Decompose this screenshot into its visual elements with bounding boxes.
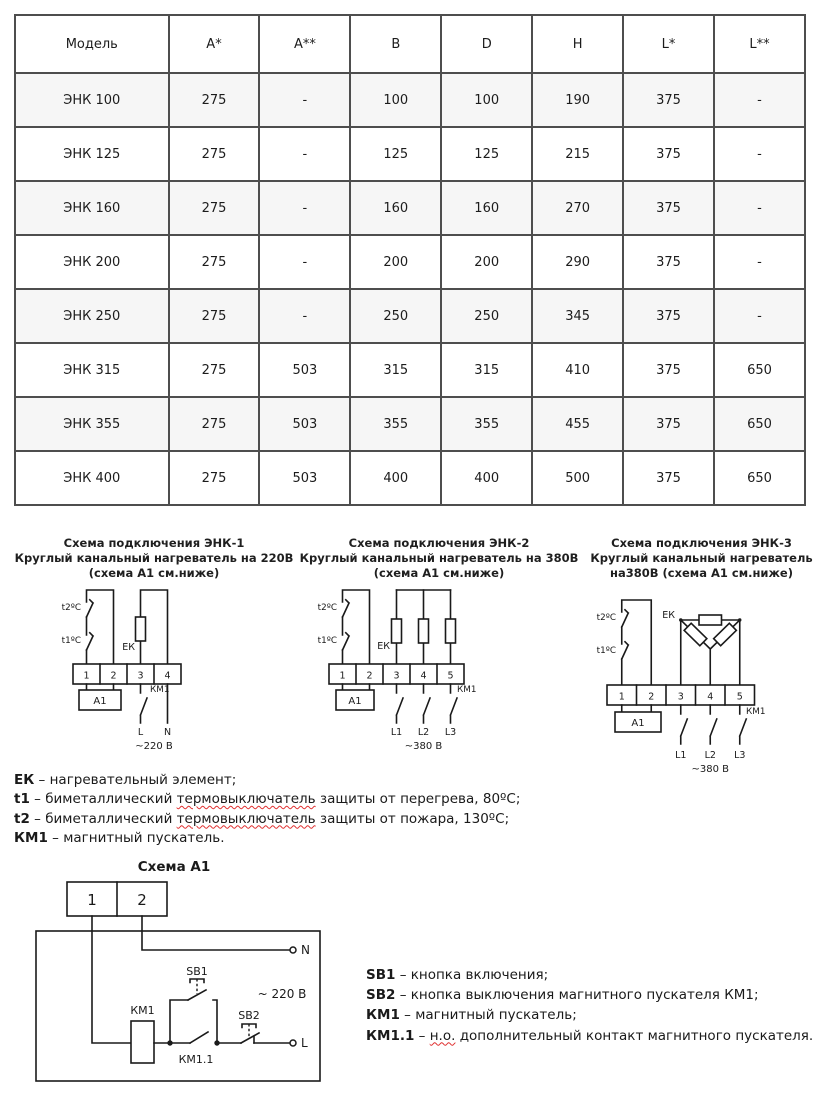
terminal-2: 2 [648,691,655,703]
dimensions-table [14,14,806,506]
a1-stubs [343,684,370,690]
l-label: L [301,1035,308,1050]
legend-text: – кнопка включения; [395,966,549,983]
km1-contacts [681,705,747,744]
km1-contacts [397,684,458,723]
cell-model: ЭНК 125 [15,127,169,181]
cell-a1: 275 [169,451,260,505]
voltage-label: ~220 В [135,740,173,752]
table-row [15,235,805,289]
t2-label: t2ºС [61,602,81,613]
t2-label: t2ºС [596,612,616,623]
legend-term: КМ1.1 [366,1027,415,1044]
legend-text-misspelled: термовыключатель [176,791,316,808]
km11-label: КМ1.1 [178,1052,214,1066]
cell-d: 315 [441,343,532,397]
header-model: Модель [15,15,169,73]
cell-a2: - [259,73,350,127]
schema-a1-title: Схема А1 [137,858,211,875]
voltage-label: ~ 220 В [257,986,307,1001]
junction-node [167,1040,172,1045]
diagram-enk3 [584,536,819,787]
diagram-enk1 [14,536,294,787]
cell-d: 250 [441,289,532,343]
terminal-2: 2 [110,670,117,682]
ek-label: ЕК [122,641,135,653]
schema-a1-drawing-block [14,853,366,1085]
a1-stubs [87,684,114,690]
legend-term: SB1 [366,966,396,983]
terminal-4: 4 [420,670,427,682]
cell-l2: 650 [714,343,805,397]
legend-item [366,965,813,985]
legend-term: КМ1 [366,1007,400,1024]
cell-b: 100 [350,73,441,127]
n-label: N [301,942,310,957]
a1-label: А1 [348,695,362,707]
table-row [15,289,805,343]
heater-resistor [699,615,722,625]
thermal-switch-blades [87,599,94,649]
phase-l2-label: L2 [704,749,716,761]
cell-l2: 650 [714,451,805,505]
diagram-enk3-title [584,536,819,582]
km1-label: КМ1 [746,706,766,717]
voltage-label: ~380 В [404,740,443,752]
cell-a2: - [259,181,350,235]
title-line: Круглый канальный нагреватель на 380В [299,551,579,566]
cell-d: 125 [441,127,532,181]
cell-a1: 275 [169,235,260,289]
terminal-2: 2 [137,890,147,909]
cell-l1: 375 [623,73,714,127]
cell-l2: 650 [714,397,805,451]
cell-l2: - [714,289,805,343]
enk1-circuit-drawing [14,582,294,787]
title-line: Схема подключения ЭНК-1 [63,536,245,550]
legend-item [14,790,806,810]
terminal-4: 4 [707,691,714,703]
title-line: (схема А1 см.ниже) [373,566,505,581]
terminal-1: 1 [618,691,625,703]
voltage-label: ~380 В [691,763,730,775]
cell-h: 345 [532,289,623,343]
km1-label: КМ1 [457,684,477,695]
cell-model: ЭНК 250 [15,289,169,343]
terminal-1: 1 [87,890,97,909]
cell-model: ЭНК 160 [15,181,169,235]
legend-item [14,829,806,849]
cell-a2: - [259,127,350,181]
delta-node [738,618,741,621]
legend-text: защиты от пожара, 130ºС; [315,810,510,827]
wiring-diagrams-row [14,536,813,787]
cell-d: 200 [441,235,532,289]
terminal-l [290,1040,296,1046]
legend-text-misspelled: термовыключатель [176,810,316,827]
cell-h: 410 [532,343,623,397]
heater-resistor [392,619,402,643]
phase-l1-label: L1 [390,726,403,738]
phase-l1-label: L1 [675,749,687,761]
phase-l3-label: L3 [444,726,457,738]
cell-l1: 375 [623,343,714,397]
diagram-enk2-title [294,536,584,582]
cell-a1: 275 [169,73,260,127]
cell-a2: - [259,235,350,289]
enk2-circuit-drawing [294,582,584,787]
phase-l2-label: L2 [417,726,430,738]
cell-model: ЭНК 200 [15,235,169,289]
legend-text: – [414,1027,430,1044]
heater-resistor [684,623,707,646]
heater-resistor [136,617,146,641]
km1-contact [141,684,148,723]
legend-item [366,1005,813,1025]
header-h: H [532,15,623,73]
terminal-5: 5 [447,670,454,682]
legend-text: – кнопка выключения магнитного пускателя КМ1; [395,987,759,1004]
title-line: Схема подключения ЭНК-2 [348,536,530,550]
t1-label: t1ºС [61,635,81,646]
heater-resistor [446,619,456,643]
cell-h: 290 [532,235,623,289]
header-b: B [350,15,441,73]
diagram-enk1-title [14,536,294,582]
legend-term: SB2 [366,987,396,1004]
title-line: (схема А1 см.ниже) [88,566,220,581]
cell-l2: - [714,127,805,181]
table-header [15,15,805,73]
cell-h: 455 [532,397,623,451]
km1-label: КМ1 [150,684,170,695]
terminal-n [290,947,296,953]
ek-label: ЕК [377,640,390,652]
terminal-1: 1 [83,670,90,682]
cell-d: 400 [441,451,532,505]
heater-resistor [419,619,429,643]
legend-text: защиты от перегрева, 80ºС; [315,791,521,808]
cell-h: 500 [532,451,623,505]
table-row [15,127,805,181]
ek-label: ЕК [662,609,675,621]
schema-a1-legend [366,853,813,1085]
phase-n-label: N [163,726,172,738]
legend-item [14,810,806,830]
legend-text: дополнительный контакт магнитного пускателя. [455,1027,814,1044]
header-a2: A** [259,15,350,73]
thermal-switch-blades [343,599,350,649]
cell-l1: 375 [623,451,714,505]
terminal-4: 4 [164,670,171,682]
terminal-5: 5 [736,691,743,703]
cell-b: 355 [350,397,441,451]
cell-a1: 275 [169,397,260,451]
header-l1: L* [623,15,714,73]
cell-a1: 275 [169,289,260,343]
cell-l1: 375 [623,235,714,289]
cell-b: 125 [350,127,441,181]
thermal-switch-blades [622,609,629,658]
cell-l1: 375 [623,289,714,343]
cell-l1: 375 [623,181,714,235]
cell-a2: 503 [259,397,350,451]
schema-a1-circuit-drawing [14,879,374,1085]
cell-model: ЭНК 400 [15,451,169,505]
terminal-3: 3 [677,691,684,703]
legend-text: – биметаллический [29,810,177,827]
cell-a2: 503 [259,451,350,505]
title-line: Круглый канальный нагреватель на 220В [14,551,294,566]
cell-model: ЭНК 355 [15,397,169,451]
table-row [15,73,805,127]
t1-label: t1ºС [317,635,337,646]
legend-term: t2 [14,810,30,827]
cell-b: 160 [350,181,441,235]
terminal-2: 2 [366,670,373,682]
table-row [15,451,805,505]
junction-node [214,1040,219,1045]
enk3-circuit-drawing [584,582,819,787]
cell-b: 315 [350,343,441,397]
title-line: Схема подключения ЭНК-3 [611,536,792,550]
table-header-row [15,15,805,73]
cell-l1: 375 [623,127,714,181]
a1-label: А1 [93,695,107,707]
cell-a1: 275 [169,343,260,397]
cell-a2: - [259,289,350,343]
table-row [15,343,805,397]
cell-model: ЭНК 100 [15,73,169,127]
legend-text: – магнитный пускатель; [399,1007,577,1024]
terminal-3: 3 [137,670,144,682]
header-l2: L** [714,15,805,73]
cell-h: 215 [532,127,623,181]
legend-item [366,1026,813,1046]
cell-b: 200 [350,235,441,289]
cell-a1: 275 [169,181,260,235]
t1-label: t1ºС [596,645,616,656]
header-d: D [441,15,532,73]
legend-term: ЕК [14,771,35,788]
cell-h: 190 [532,73,623,127]
legend-term: t1 [14,791,30,808]
cell-l2: - [714,73,805,127]
sb1-label: SB1 [186,964,208,978]
a1-label: А1 [631,717,645,729]
schema-a1-section [14,853,814,1085]
cell-a2: 503 [259,343,350,397]
terminal-3: 3 [393,670,400,682]
terminal-1: 1 [339,670,346,682]
phase-l-label: L [137,726,144,738]
header-a1: A* [169,15,260,73]
table-row [15,181,805,235]
cell-l1: 375 [623,397,714,451]
title-line: Круглый канальный нагреватель [590,551,813,566]
cell-l2: - [714,181,805,235]
heater-resistor [714,623,737,646]
title-line: на380В (схема А1 см.ниже) [610,566,793,581]
cell-b: 250 [350,289,441,343]
phase-l3-label: L3 [734,749,746,761]
delta-node [679,618,682,621]
legend-text: – биметаллический [29,791,177,808]
km1-coil [131,1021,154,1063]
cell-model: ЭНК 315 [15,343,169,397]
cell-d: 355 [441,397,532,451]
cell-d: 160 [441,181,532,235]
cell-h: 270 [532,181,623,235]
diagram-enk2 [294,536,584,787]
a1-stubs [622,705,652,712]
table-body [15,73,805,505]
legend-text: – магнитный пускатель. [47,830,225,847]
km1-label: КМ1 [130,1003,155,1017]
t2-label: t2ºС [317,602,337,613]
legend-term: КМ1 [14,830,48,847]
table-row [15,397,805,451]
cell-a1: 275 [169,127,260,181]
legend-text: – нагревательный элемент; [34,771,237,788]
legend-item [366,985,813,1005]
legend-text-misspelled: н.о. [429,1027,456,1044]
cell-d: 100 [441,73,532,127]
cell-b: 400 [350,451,441,505]
sb2-label: SB2 [238,1008,260,1022]
cell-l2: - [714,235,805,289]
